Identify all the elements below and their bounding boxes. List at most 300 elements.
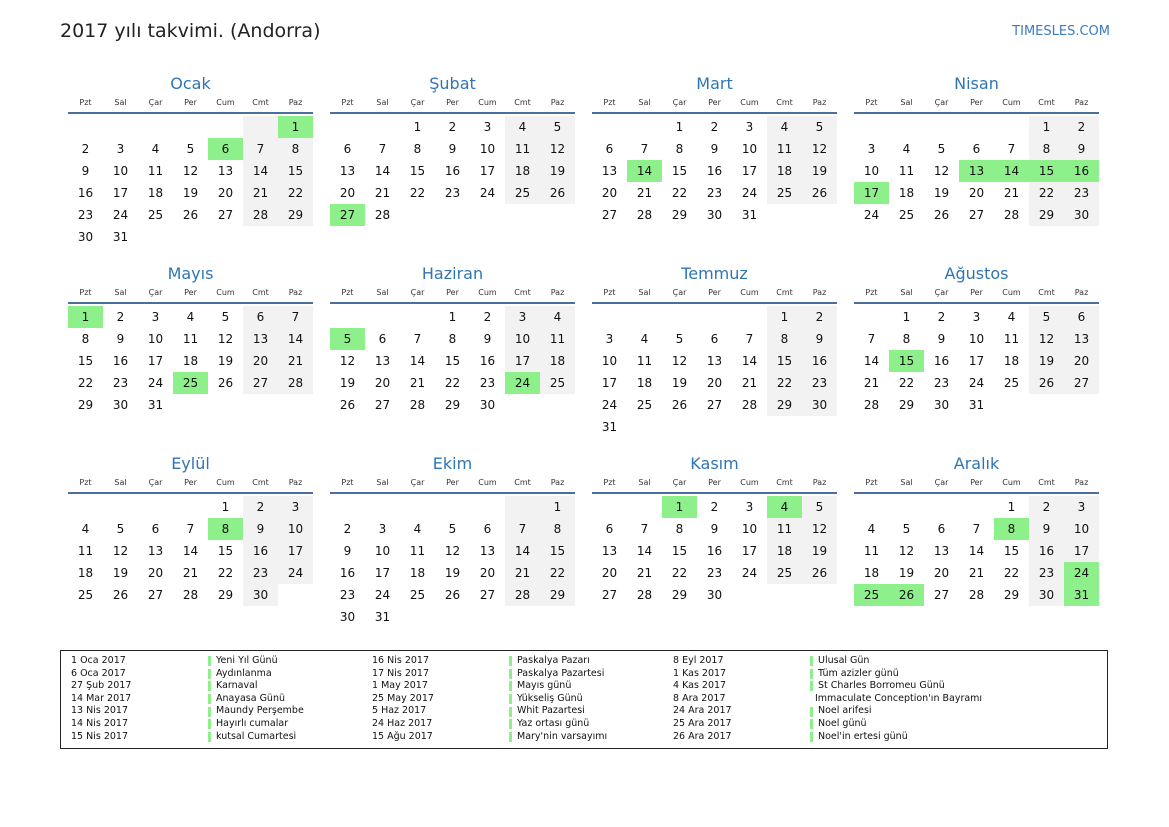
day-cell: 18 bbox=[898, 186, 915, 200]
day-cell: 9 bbox=[81, 164, 90, 178]
weekday-label: Sal bbox=[638, 98, 651, 107]
day-cell: 16 bbox=[243, 540, 278, 562]
day-cell: 30 bbox=[112, 398, 129, 412]
day-cell: 5 bbox=[540, 116, 575, 138]
day-cell: 10 bbox=[968, 332, 985, 346]
day-cell: 6 bbox=[483, 522, 492, 536]
empty-cell bbox=[68, 116, 103, 138]
weekday-label: Çar bbox=[672, 98, 687, 107]
empty-cell bbox=[662, 416, 697, 438]
day-cell: 3 bbox=[745, 120, 754, 134]
day-cell: 3 bbox=[867, 142, 876, 156]
legend-date: 15 Nis 2017 bbox=[71, 730, 128, 742]
empty-cell bbox=[767, 204, 802, 226]
weekday-label: Cmt bbox=[514, 288, 531, 297]
day-cell: 10 bbox=[863, 164, 880, 178]
day-cell: 13 bbox=[217, 164, 234, 178]
day-cell: 15 bbox=[671, 164, 688, 178]
legend-holiday-name: Mayıs günü bbox=[517, 680, 572, 692]
day-cell: 27 bbox=[374, 398, 391, 412]
day-cell: 30 bbox=[243, 584, 278, 606]
day-cell: 23 bbox=[243, 562, 278, 584]
weekday-label: Cum bbox=[478, 288, 497, 297]
days-grid bbox=[330, 114, 575, 226]
month-block bbox=[854, 452, 1099, 628]
month-block bbox=[330, 452, 575, 628]
weekday-label: Cmt bbox=[776, 98, 793, 107]
day-cell: 10 bbox=[505, 328, 540, 350]
day-cell: 14 bbox=[994, 160, 1029, 182]
day-cell: 5 bbox=[802, 496, 837, 518]
day-cell: 23 bbox=[339, 588, 356, 602]
empty-cell bbox=[854, 496, 889, 518]
day-cell: 21 bbox=[243, 182, 278, 204]
day-cell: 8 bbox=[675, 522, 684, 536]
empty-cell bbox=[505, 394, 540, 416]
day-cell: 30 bbox=[706, 208, 723, 222]
day-cell: 27 bbox=[706, 398, 723, 412]
legend-date: 24 Haz 2017 bbox=[372, 717, 433, 729]
legend-item bbox=[208, 718, 372, 731]
day-cell: 3 bbox=[505, 306, 540, 328]
weekday-label: Pzt bbox=[603, 478, 616, 487]
day-cell: 30 bbox=[339, 610, 356, 624]
legend-holiday-name: Anayasa Günü bbox=[216, 692, 286, 704]
day-cell: 11 bbox=[636, 354, 653, 368]
empty-cell bbox=[173, 116, 208, 138]
legend-dates bbox=[71, 655, 208, 743]
empty-cell bbox=[208, 226, 243, 248]
weekday-label: Pzt bbox=[865, 288, 878, 297]
day-cell: 11 bbox=[540, 328, 575, 350]
weekday-label: Çar bbox=[934, 98, 949, 107]
legend-date: 26 Ara 2017 bbox=[673, 730, 732, 742]
empty-cell bbox=[435, 496, 470, 518]
legend-item bbox=[810, 655, 974, 668]
day-cell: 16 bbox=[933, 354, 950, 368]
day-cell: 18 bbox=[147, 186, 164, 200]
holiday-marker bbox=[208, 669, 211, 679]
legend-date: 5 Haz 2017 bbox=[372, 705, 427, 717]
weekday-header bbox=[854, 96, 1099, 114]
day-cell: 25 bbox=[77, 588, 94, 602]
day-cell: 14 bbox=[243, 160, 278, 182]
empty-cell bbox=[697, 306, 732, 328]
weekday-label: Çar bbox=[934, 478, 949, 487]
day-cell: 14 bbox=[374, 164, 391, 178]
empty-cell bbox=[994, 394, 1029, 416]
day-cell: 1 bbox=[675, 120, 684, 134]
holiday-marker bbox=[208, 707, 211, 717]
day-cell: 3 bbox=[151, 310, 160, 324]
day-cell: 13 bbox=[933, 544, 950, 558]
day-cell: 11 bbox=[409, 544, 426, 558]
holiday-marker bbox=[810, 732, 813, 742]
legend-holiday-name: Karnaval bbox=[216, 680, 258, 692]
day-cell: 3 bbox=[378, 522, 387, 536]
day-cell: 13 bbox=[959, 160, 994, 182]
day-cell: 12 bbox=[933, 164, 950, 178]
day-cell: 2 bbox=[1029, 496, 1064, 518]
day-cell: 31 bbox=[112, 230, 129, 244]
day-cell: 1 bbox=[1007, 500, 1016, 514]
site-link[interactable]: TIMESLES.COM bbox=[1012, 24, 1110, 39]
legend-date: 16 Nis 2017 bbox=[372, 655, 429, 666]
days-grid bbox=[330, 494, 575, 628]
day-cell: 15 bbox=[767, 350, 802, 372]
weekday-label: Pzt bbox=[79, 98, 92, 107]
day-cell: 1 bbox=[902, 310, 911, 324]
month-block bbox=[68, 452, 313, 628]
legend-date: 24 Ara 2017 bbox=[673, 705, 732, 717]
weekday-label: Çar bbox=[410, 288, 425, 297]
legend-holiday-name: Mary'nin varsayımı bbox=[517, 730, 608, 742]
weekday-label: Çar bbox=[934, 288, 949, 297]
day-cell: 15 bbox=[409, 164, 426, 178]
legend-holiday-name: Paskalya Pazarı bbox=[517, 655, 590, 666]
day-cell: 30 bbox=[1029, 584, 1064, 606]
holiday-marker bbox=[509, 719, 512, 729]
legend-date: 8 Ara 2017 bbox=[673, 692, 726, 704]
day-cell: 9 bbox=[802, 328, 837, 350]
holiday-marker bbox=[208, 694, 211, 704]
empty-cell bbox=[854, 116, 889, 138]
day-cell: 2 bbox=[937, 310, 946, 324]
day-cell: 27 bbox=[1064, 372, 1099, 394]
day-cell: 20 bbox=[147, 566, 164, 580]
weekday-label: Sal bbox=[114, 288, 127, 297]
day-cell: 18 bbox=[540, 350, 575, 372]
day-cell: 4 bbox=[186, 310, 195, 324]
day-cell: 25 bbox=[898, 208, 915, 222]
day-cell: 10 bbox=[1064, 518, 1099, 540]
legend-item bbox=[509, 668, 673, 681]
days-grid bbox=[854, 304, 1099, 416]
day-cell: 17 bbox=[741, 164, 758, 178]
day-cell: 31 bbox=[1064, 584, 1099, 606]
day-cell: 3 bbox=[278, 496, 313, 518]
empty-cell bbox=[697, 416, 732, 438]
calendar-grid bbox=[68, 72, 1101, 628]
day-cell: 21 bbox=[741, 376, 758, 390]
month-row bbox=[68, 262, 1101, 438]
empty-cell bbox=[208, 116, 243, 138]
weekday-label: Paz bbox=[1074, 98, 1089, 107]
legend-date: 4 Kas 2017 bbox=[673, 680, 727, 692]
day-cell: 8 bbox=[208, 518, 243, 540]
day-cell: 9 bbox=[1029, 518, 1064, 540]
legend-column bbox=[673, 655, 983, 743]
day-cell: 7 bbox=[278, 306, 313, 328]
day-cell: 4 bbox=[867, 522, 876, 536]
day-cell: 16 bbox=[444, 164, 461, 178]
day-cell: 26 bbox=[182, 208, 199, 222]
empty-cell bbox=[627, 306, 662, 328]
day-cell: 20 bbox=[339, 186, 356, 200]
legend-item bbox=[509, 705, 673, 718]
empty-cell bbox=[400, 306, 435, 328]
day-cell: 15 bbox=[77, 354, 94, 368]
empty-cell bbox=[1064, 394, 1099, 416]
day-cell: 24 bbox=[741, 566, 758, 580]
day-cell: 7 bbox=[1007, 142, 1016, 156]
weekday-header bbox=[592, 96, 837, 114]
day-cell: 7 bbox=[640, 522, 649, 536]
day-cell: 20 bbox=[601, 186, 618, 200]
weekday-label: Çar bbox=[148, 288, 163, 297]
day-cell: 27 bbox=[217, 208, 234, 222]
day-cell: 11 bbox=[863, 544, 880, 558]
day-cell: 6 bbox=[605, 522, 614, 536]
day-cell: 4 bbox=[640, 332, 649, 346]
legend-names bbox=[509, 655, 673, 743]
day-cell: 12 bbox=[112, 544, 129, 558]
empty-cell bbox=[435, 204, 470, 226]
day-cell: 28 bbox=[278, 372, 313, 394]
empty-cell bbox=[103, 116, 138, 138]
weekday-label: Paz bbox=[812, 478, 827, 487]
day-cell: 7 bbox=[640, 142, 649, 156]
day-cell: 8 bbox=[540, 518, 575, 540]
day-cell: 28 bbox=[505, 584, 540, 606]
day-cell: 20 bbox=[933, 566, 950, 580]
day-cell: 29 bbox=[671, 208, 688, 222]
weekday-label: Sal bbox=[900, 98, 913, 107]
weekday-label: Paz bbox=[550, 98, 565, 107]
day-cell: 22 bbox=[767, 372, 802, 394]
legend-item bbox=[509, 693, 673, 706]
legend-names bbox=[208, 655, 372, 743]
weekday-label: Cmt bbox=[252, 288, 269, 297]
day-cell: 10 bbox=[147, 332, 164, 346]
day-cell: 15 bbox=[1029, 160, 1064, 182]
day-cell: 7 bbox=[378, 142, 387, 156]
day-cell: 24 bbox=[147, 376, 164, 390]
weekday-label: Cum bbox=[740, 478, 759, 487]
legend-item bbox=[208, 668, 372, 681]
weekday-label: Cmt bbox=[1038, 288, 1055, 297]
empty-cell bbox=[994, 116, 1029, 138]
legend-date: 14 Mar 2017 bbox=[71, 692, 132, 704]
empty-cell bbox=[1029, 394, 1064, 416]
day-cell: 15 bbox=[889, 350, 924, 372]
legend-date: 27 Şub 2017 bbox=[71, 680, 132, 692]
day-cell: 21 bbox=[409, 376, 426, 390]
weekday-label: Cmt bbox=[1038, 98, 1055, 107]
legend-holiday-name: Yaz ortası günü bbox=[517, 717, 590, 729]
day-cell: 10 bbox=[741, 522, 758, 536]
month-name: Ekim bbox=[432, 454, 473, 473]
day-cell: 26 bbox=[671, 398, 688, 412]
month-name: Mayıs bbox=[167, 264, 214, 283]
day-cell: 16 bbox=[1029, 540, 1064, 562]
weekday-label: Cmt bbox=[776, 478, 793, 487]
legend-item bbox=[208, 731, 372, 744]
day-cell: 18 bbox=[863, 566, 880, 580]
day-cell: 18 bbox=[1003, 354, 1020, 368]
empty-cell bbox=[365, 496, 400, 518]
day-cell: 2 bbox=[243, 496, 278, 518]
day-cell: 8 bbox=[278, 138, 313, 160]
day-cell: 28 bbox=[409, 398, 426, 412]
empty-cell bbox=[889, 116, 924, 138]
day-cell: 3 bbox=[972, 310, 981, 324]
legend-holiday-name: Paskalya Pazartesi bbox=[517, 667, 605, 679]
legend-holiday-name: Tüm azizler günü bbox=[818, 667, 899, 679]
month-block bbox=[68, 72, 313, 248]
day-cell: 16 bbox=[77, 186, 94, 200]
days-grid bbox=[854, 494, 1099, 606]
legend-item bbox=[509, 655, 673, 668]
day-cell: 5 bbox=[675, 332, 684, 346]
day-cell: 22 bbox=[1003, 566, 1020, 580]
empty-cell bbox=[243, 226, 278, 248]
weekday-label: Per bbox=[970, 288, 983, 297]
day-cell: 1 bbox=[662, 496, 697, 518]
empty-cell bbox=[767, 584, 802, 606]
day-cell: 28 bbox=[1003, 208, 1020, 222]
legend-date: 17 Nis 2017 bbox=[372, 667, 429, 679]
day-cell: 19 bbox=[898, 566, 915, 580]
day-cell: 25 bbox=[147, 208, 164, 222]
empty-cell bbox=[732, 306, 767, 328]
legend-date: 6 Oca 2017 bbox=[71, 667, 126, 679]
weekday-label: Pzt bbox=[603, 98, 616, 107]
days-grid bbox=[68, 114, 313, 248]
empty-cell bbox=[278, 394, 313, 416]
day-cell: 30 bbox=[706, 588, 723, 602]
day-cell: 8 bbox=[1029, 138, 1064, 160]
empty-cell bbox=[854, 306, 889, 328]
day-cell: 3 bbox=[745, 500, 754, 514]
day-cell: 18 bbox=[182, 354, 199, 368]
empty-cell bbox=[802, 416, 837, 438]
day-cell: 28 bbox=[636, 208, 653, 222]
holiday-marker bbox=[509, 669, 512, 679]
day-cell: 4 bbox=[767, 116, 802, 138]
empty-cell bbox=[505, 606, 540, 628]
weekday-label: Pzt bbox=[865, 478, 878, 487]
day-cell: 1 bbox=[278, 116, 313, 138]
day-cell: 22 bbox=[444, 376, 461, 390]
weekday-label: Pzt bbox=[79, 478, 92, 487]
day-cell: 23 bbox=[933, 376, 950, 390]
legend-item bbox=[810, 680, 974, 693]
day-cell: 21 bbox=[374, 186, 391, 200]
legend-item bbox=[208, 655, 372, 668]
empty-cell bbox=[662, 306, 697, 328]
day-cell: 31 bbox=[968, 398, 985, 412]
legend-holiday-name: Hayırlı cumalar bbox=[216, 717, 289, 729]
day-cell: 14 bbox=[863, 354, 880, 368]
legend-dates bbox=[673, 655, 810, 743]
month-row bbox=[68, 72, 1101, 248]
empty-cell bbox=[330, 496, 365, 518]
day-cell: 21 bbox=[968, 566, 985, 580]
day-cell: 5 bbox=[937, 142, 946, 156]
legend-holiday-name: Aydınlanma bbox=[216, 667, 272, 679]
day-cell: 2 bbox=[1064, 116, 1099, 138]
weekday-label: Per bbox=[708, 478, 721, 487]
day-cell: 1 bbox=[221, 500, 230, 514]
day-cell: 10 bbox=[278, 518, 313, 540]
weekday-label: Per bbox=[184, 98, 197, 107]
holiday-marker bbox=[509, 681, 512, 691]
day-cell: 9 bbox=[710, 522, 719, 536]
day-cell: 20 bbox=[374, 376, 391, 390]
holiday-marker bbox=[810, 681, 813, 691]
day-cell: 18 bbox=[77, 566, 94, 580]
day-cell: 6 bbox=[243, 306, 278, 328]
empty-cell bbox=[732, 584, 767, 606]
day-cell: 23 bbox=[1064, 182, 1099, 204]
weekday-label: Cmt bbox=[776, 288, 793, 297]
weekday-label: Sal bbox=[638, 288, 651, 297]
day-cell: 24 bbox=[374, 588, 391, 602]
legend-dates bbox=[372, 655, 509, 743]
day-cell: 11 bbox=[767, 518, 802, 540]
day-cell: 9 bbox=[243, 518, 278, 540]
weekday-label: Pzt bbox=[603, 288, 616, 297]
weekday-header bbox=[68, 286, 313, 304]
empty-cell bbox=[627, 416, 662, 438]
weekday-label: Pzt bbox=[865, 98, 878, 107]
day-cell: 19 bbox=[802, 160, 837, 182]
empty-cell bbox=[592, 116, 627, 138]
weekday-label: Pzt bbox=[341, 98, 354, 107]
day-cell: 19 bbox=[444, 566, 461, 580]
day-cell: 24 bbox=[863, 208, 880, 222]
weekday-label: Çar bbox=[410, 478, 425, 487]
day-cell: 12 bbox=[339, 354, 356, 368]
holiday-marker bbox=[509, 656, 512, 666]
day-cell: 28 bbox=[863, 398, 880, 412]
month-block bbox=[592, 262, 837, 438]
day-cell: 4 bbox=[151, 142, 160, 156]
weekday-label: Cmt bbox=[514, 98, 531, 107]
month-block bbox=[68, 262, 313, 438]
day-cell: 20 bbox=[968, 186, 985, 200]
weekday-label: Cmt bbox=[252, 478, 269, 487]
day-cell: 1 bbox=[767, 306, 802, 328]
day-cell: 12 bbox=[444, 544, 461, 558]
month-block bbox=[854, 262, 1099, 438]
day-cell: 13 bbox=[1064, 328, 1099, 350]
day-cell: 12 bbox=[540, 138, 575, 160]
empty-cell bbox=[959, 116, 994, 138]
day-cell: 25 bbox=[173, 372, 208, 394]
weekday-label: Per bbox=[708, 98, 721, 107]
day-cell: 19 bbox=[182, 186, 199, 200]
weekday-label: Çar bbox=[410, 98, 425, 107]
day-cell: 29 bbox=[898, 398, 915, 412]
day-cell: 6 bbox=[605, 142, 614, 156]
day-cell: 5 bbox=[221, 310, 230, 324]
day-cell: 26 bbox=[217, 376, 234, 390]
weekday-label: Çar bbox=[672, 288, 687, 297]
empty-cell bbox=[592, 306, 627, 328]
day-cell: 30 bbox=[1064, 204, 1099, 226]
day-cell: 22 bbox=[409, 186, 426, 200]
day-cell: 22 bbox=[540, 562, 575, 584]
day-cell: 30 bbox=[479, 398, 496, 412]
day-cell: 29 bbox=[1029, 204, 1064, 226]
day-cell: 17 bbox=[1064, 540, 1099, 562]
month-row bbox=[68, 452, 1101, 628]
day-cell: 23 bbox=[77, 208, 94, 222]
holiday-marker bbox=[509, 707, 512, 717]
day-cell: 30 bbox=[77, 230, 94, 244]
